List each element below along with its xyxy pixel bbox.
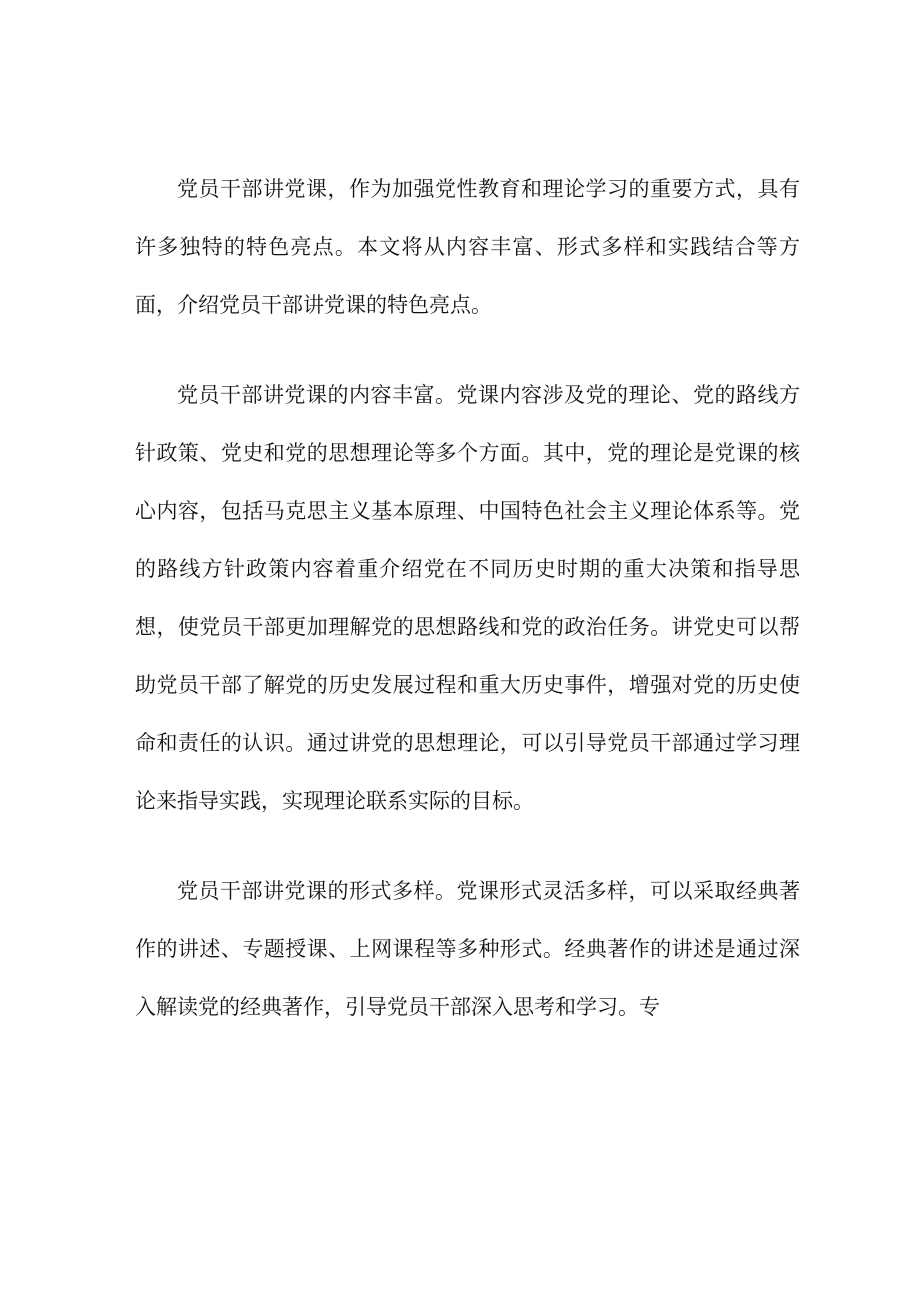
- document-body: [135, 160, 800, 1036]
- paragraph-form-diverse: 党员干部讲党课的形式多样。党课形式灵活多样，可以采取经典著作的讲述、专题授课、上网课程等多种形式。经典著作的讲述是通过深入解读党的经典著作，引导党员干部深入思考和学习。专: [135, 879, 800, 1019]
- paragraph-intro: 党员干部讲党课，作为加强党性教育和理论学习的重要方式，具有许多独特的特色亮点。本文将从内容丰富、形式多样和实践结合等方面，介绍党员干部讲党课的特色亮点。: [135, 177, 800, 317]
- paragraph-content-rich: 党员干部讲党课的内容丰富。党课内容涉及党的理论、党的路线方针政策、党史和党的思想理论等多个方面。其中，党的理论是党课的核心内容，包括马克思主义基本原理、中国特色社会主义理论体系等。党的路线方针政策内容着重介绍党在不同历史时期的重大决策和指导思想，使党员干部更加理解党的思想路线和党的政治任务。讲党史可以帮助党员干部了解党的历史发展过程和重大历史事件，增强对党的历史使命和责任的认识。通过讲党的思想理论，可以引导党员干部通过学习理论来指导实践，实现理论联系实际的目标。: [135, 383, 800, 813]
